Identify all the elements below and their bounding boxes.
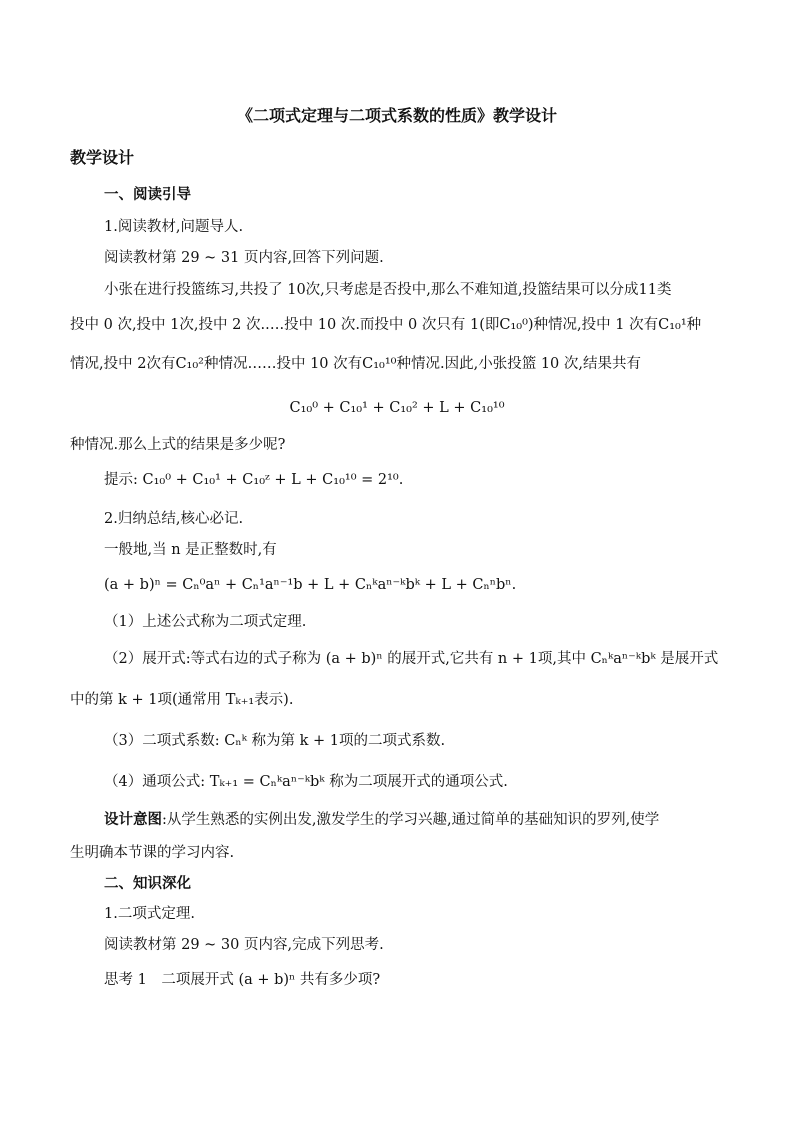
paragraph1-line1: 小张在进行投篮练习,共投了 10次,只考虑是否投中,那么不难知道,投篮结果可以分成11类 bbox=[104, 282, 672, 298]
part1-item1: 1.阅读教材,问题导人. bbox=[104, 219, 244, 235]
point3: （3）二项式系数: Cₙᵏ 称为第 k + 1项的二项式系数. bbox=[104, 733, 446, 749]
design-intent-label: 设计意图 bbox=[104, 811, 162, 828]
general-intro: 一般地,当 n 是正整数时,有 bbox=[104, 542, 277, 558]
think1-question: 思考 1 二项展开式 (a + b)ⁿ 共有多少项? bbox=[104, 972, 381, 988]
paragraph1-line3: 情况,投中 2次有C₁₀²种情况……投中 10 次有C₁₀¹⁰种情况.因此,小张投篮 10 次,结果共有 bbox=[70, 356, 641, 372]
part1-item2: 2.归纳总结,核心必记. bbox=[104, 511, 244, 527]
design-intent-line2: 生明确本节课的学习内容. bbox=[70, 845, 235, 861]
part1-heading: 一、阅读引导 bbox=[104, 186, 191, 203]
binomial-formula: (a + b)ⁿ = Cₙ⁰aⁿ + Cₙ¹aⁿ⁻¹b + L + Cₙᵏaⁿ⁻ᵏbᵏ + L + Cₙⁿbⁿ. bbox=[104, 577, 517, 593]
point2-line1: （2）展开式:等式右边的式子称为 (a + b)ⁿ 的展开式,它共有 n + 1项,其中 Cₙᵏaⁿ⁻ᵏbᵏ 是展开式 bbox=[104, 651, 719, 667]
section-heading: 教学设计 bbox=[70, 148, 135, 167]
hint-text: 提示: C₁₀⁰ + C₁₀¹ + C₁₀ᶻ + L + C₁₀¹⁰ = 2¹⁰. bbox=[104, 472, 404, 488]
part2-item1: 1.二项式定理. bbox=[104, 906, 195, 922]
point2-line2: 中的第 k + 1项(通常用 Tₖ₊₁表示). bbox=[70, 692, 294, 708]
part1-read-instruction: 阅读教材第 29 ~ 31 页内容,回答下列问题. bbox=[104, 250, 384, 266]
part2-read-instruction: 阅读教材第 29 ~ 30 页内容,完成下列思考. bbox=[104, 937, 384, 953]
point4: （4）通项公式: Tₖ₊₁ = Cₙᵏaⁿ⁻ᵏbᵏ 称为二项展开式的通项公式. bbox=[104, 774, 508, 790]
paragraph1-tail: 种情况.那么上式的结果是多少呢? bbox=[70, 437, 286, 453]
document-title: 《二项式定理与二项式系数的性质》教学设计 bbox=[236, 106, 557, 125]
formula-sum: C₁₀⁰ + C₁₀¹ + C₁₀² + L + C₁₀¹⁰ bbox=[289, 400, 505, 416]
design-intent-line1 bbox=[104, 810, 659, 830]
part2-heading: 二、知识深化 bbox=[104, 875, 191, 892]
design-intent-text: :从学生熟悉的实例出发,激发学生的学习兴趣,通过简单的基础知识的罗列,使学 bbox=[162, 812, 660, 828]
paragraph1-line2: 投中 0 次,投中 1次,投中 2 次.….投中 10 次.而投中 0 次只有 1(即C₁₀⁰)种情况,投中 1 次有C₁₀¹种 bbox=[70, 317, 702, 333]
point1: （1）上述公式称为二项式定理. bbox=[104, 614, 307, 630]
